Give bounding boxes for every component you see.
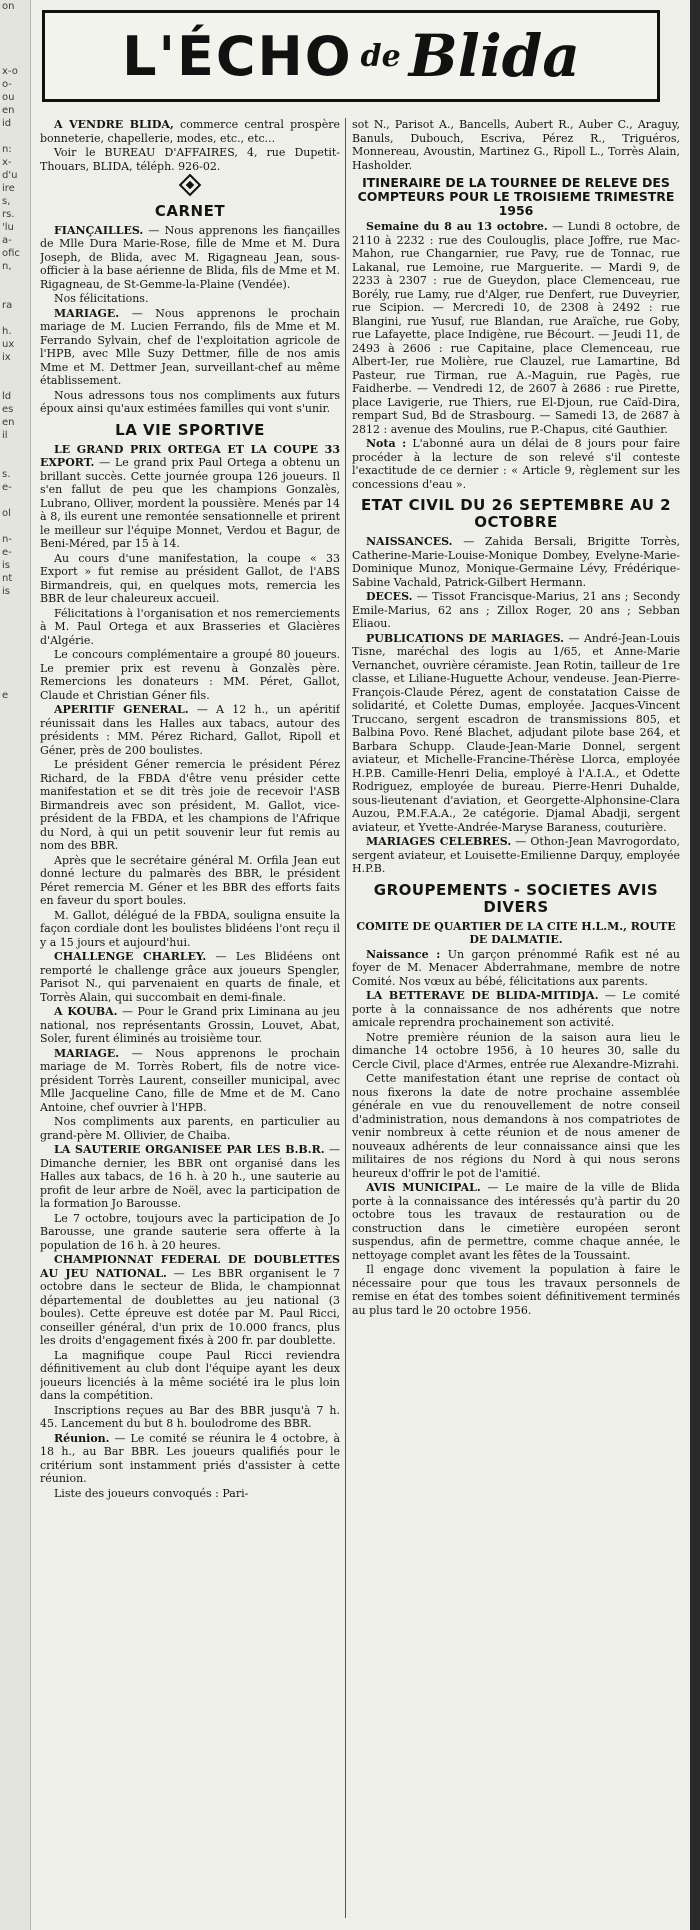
margin-fragment bbox=[0, 936, 30, 949]
margin-fragment: n: bbox=[2, 144, 12, 155]
kouba-paragraph bbox=[40, 1005, 340, 1046]
margin-fragment bbox=[0, 1131, 30, 1144]
margin-fragment: ol bbox=[2, 508, 11, 519]
margin-fragment: is bbox=[2, 586, 10, 597]
margin-fragment: on bbox=[2, 1, 15, 12]
margin-fragment bbox=[0, 1118, 30, 1131]
margin-fragment bbox=[0, 1001, 30, 1014]
margin-fragment bbox=[0, 1092, 30, 1105]
margin-fragment bbox=[0, 845, 30, 858]
margin-fragment bbox=[0, 1105, 30, 1118]
margin-fragment bbox=[0, 910, 30, 923]
margin-fragment bbox=[0, 1560, 30, 1573]
margin-fragment bbox=[0, 1235, 30, 1248]
masthead bbox=[42, 10, 660, 102]
betterave-text: — Le comité porte à la connaissance de nos adhérents que notre amicale reprendra prochainement son activité. bbox=[352, 989, 680, 1029]
margin-fragment: d'u bbox=[2, 170, 18, 181]
mariages-celebres-paragraph bbox=[352, 835, 680, 876]
margin-fragment bbox=[0, 1508, 30, 1521]
margin-fragment bbox=[0, 1170, 30, 1183]
challenge-lead: CHALLENGE CHARLEY. bbox=[54, 950, 207, 963]
margin-fragment bbox=[0, 1222, 30, 1235]
grand-prix-paragraph-3: Félicitations à l'organisation et nos remerciements à M. Paul Ortega et aux Brasseries et Glacières d'Algérie. bbox=[40, 606, 340, 647]
margin-fragment: e bbox=[2, 690, 9, 701]
nota-text: L'abonné aura un délai de 8 jours pour faire procéder à la lecture de son relevé s'il conteste l'exactitude de ce dernier : « Article 9, règlement sur les concessions d'eau ». bbox=[352, 437, 680, 491]
mariage-torres-text: — Nous apprenons le prochain mariage de M. Torrès Robert, fils de notre vice-président Torrès Laurent, conseiller municipal, avec Mlle Jacqueline Cano, fille de Mme et de M. Cano Antoine, chef ouvrier à l'HPB. bbox=[40, 1046, 340, 1114]
diamond-ornament-icon bbox=[40, 177, 340, 197]
margin-fragment bbox=[0, 637, 30, 650]
avis-municipal-paragraph-2: Il engage donc vivement la population à faire le nécessaire pour que tous les travaux personnels de remise en état des tombes soient définitivement terminés au plus tard le 20 octobre 1956. bbox=[352, 1263, 680, 1317]
avis-municipal-paragraph bbox=[352, 1181, 680, 1262]
nota-lead: Nota : bbox=[366, 437, 407, 450]
carnet-heading: CARNET bbox=[154, 201, 226, 220]
mariage-torres-lead: MARIAGE. bbox=[54, 1046, 120, 1060]
comite-paragraph bbox=[352, 948, 680, 989]
margin-fragment bbox=[0, 1664, 30, 1677]
margin-fragment: s, bbox=[2, 196, 11, 207]
mariage-text: — Nous apprenons le prochain mariage de M. Lucien Ferrando, fils de Mme et M. Ferrando Sylvain, chef de l'exploitation agricole de l'HPB, avec Mlle Suzy Dettmer, fille de nos amis Mme et M. Dettmer Jean, surveillant-chef au même établissement. bbox=[40, 306, 340, 387]
margin-fragment bbox=[0, 1287, 30, 1300]
sauterie-lead: LA SAUTERIE ORGANISEE PAR LES B.B.R. bbox=[54, 1143, 325, 1156]
margin-fragment bbox=[0, 650, 30, 663]
margin-fragment bbox=[0, 1586, 30, 1599]
margin-fragment bbox=[0, 1469, 30, 1482]
kouba-text: — Pour le Grand prix Liminana au jeu national, nos représentants Grossin, Louvet, Abat, Soler, furent éliminés au troisième tour. bbox=[40, 1005, 340, 1045]
margin-fragment bbox=[0, 273, 30, 286]
margin-fragment: ire bbox=[2, 183, 15, 194]
margin-fragment bbox=[0, 780, 30, 793]
margin-fragment: ix bbox=[2, 352, 11, 363]
margin-fragment bbox=[0, 1521, 30, 1534]
sport-heading: LA VIE SPORTIVE bbox=[115, 420, 265, 439]
felicitations-text: Nos félicitations. bbox=[54, 292, 149, 305]
margin-fragment bbox=[0, 1625, 30, 1638]
fiancailles-lead: FIANÇAILLES. bbox=[54, 223, 144, 237]
masthead-blida: Blida bbox=[408, 22, 580, 90]
column-right bbox=[352, 118, 680, 1918]
reunion-text: — Le comité se réunira le 4 octobre, à 18 h., au Bar BBR. Les joueurs qualifiés pour le critérium sont instamment priés d'assister à cette réunion. bbox=[40, 1431, 340, 1485]
margin-fragment bbox=[0, 312, 30, 325]
championnat-text: — Les BBR organisent le 7 octobre dans le secteur de Blida, le championnat départemental de doublettes au jeu national (3 boules). Cette épreuve est dotée par M. Paul Ricci, conseiller général, d'un prix de 10.000 francs, plus les droits d'engagement fixés à 200 fr. par doublette. bbox=[40, 1266, 340, 1347]
avis-municipal-lead: AVIS MUNICIPAL. bbox=[366, 1181, 481, 1194]
ad-paragraph-2: Voir le BUREAU D'AFFAIRES, 4, rue Dupetit-Thouars, BLIDA, téléph. 926-02. bbox=[40, 146, 340, 173]
margin-fragment bbox=[0, 1326, 30, 1339]
reunion-paragraph bbox=[40, 1432, 340, 1486]
margin-fragment bbox=[0, 1456, 30, 1469]
margin-fragment bbox=[0, 1404, 30, 1417]
championnat-paragraph-3: Inscriptions reçues au Bar des BBR jusqu'à 7 h. 45. Lancement du but 8 h. boulodrome des BBR. bbox=[40, 1403, 340, 1430]
margin-fragment: s. bbox=[2, 469, 11, 480]
margin-fragment: ou bbox=[2, 92, 15, 103]
mariages-celebres-lead: MARIAGES CELEBRES. bbox=[366, 835, 512, 848]
margin-fragment bbox=[0, 1690, 30, 1703]
margin-fragment bbox=[0, 1599, 30, 1612]
margin-fragment bbox=[0, 832, 30, 845]
mariage-lead: MARIAGE. bbox=[54, 306, 120, 320]
margin-fragment bbox=[0, 1079, 30, 1092]
mariage-paragraph bbox=[40, 307, 340, 388]
deces-lead: DECES. bbox=[366, 590, 413, 603]
mariage-torres-paragraph-2: Nos compliments aux parents, en particulier au grand-père M. Ollivier, de Chaiba. bbox=[40, 1115, 340, 1142]
margin-fragment bbox=[0, 377, 30, 390]
comite-lead: Naissance : bbox=[366, 947, 441, 961]
nota-paragraph bbox=[352, 437, 680, 491]
itineraire-paragraph bbox=[352, 220, 680, 436]
margin-fragment bbox=[0, 1144, 30, 1157]
margin-fragment bbox=[0, 1261, 30, 1274]
championnat-paragraph bbox=[40, 1253, 340, 1348]
margin-fragment bbox=[0, 1365, 30, 1378]
margin-fragment bbox=[0, 1378, 30, 1391]
margin-fragment bbox=[0, 715, 30, 728]
reunion-lead: Réunion. bbox=[54, 1431, 110, 1445]
margin-fragment: es bbox=[2, 404, 14, 415]
betterave-paragraph bbox=[352, 989, 680, 1030]
margin-fragment: x-o bbox=[2, 66, 18, 77]
betterave-paragraph-3: Cette manifestation étant une reprise de contact où nous fixerons la date de notre prochaine assemblée générale en vue du renouvellement de notre conseil d'administration, nous demandons à nos compatriotes de venir nombreux à cette réunion et de nous amener de nouveaux adhérents de leur connaissance ainsi que les militaires de nos régions du Nord à qui nous serons heureux d'offrir le pot de l'amitié. bbox=[352, 1072, 680, 1180]
ad-paragraph bbox=[40, 118, 340, 145]
margin-fragment bbox=[0, 1482, 30, 1495]
margin-fragment bbox=[0, 975, 30, 988]
mariage-paragraph-2: Nous adressons tous nos compliments aux futurs époux ainsi qu'aux estimées familles qui vont s'unir. bbox=[40, 388, 340, 415]
championnat-lead: CHAMPIONNAT FEDERAL DE DOUBLETTES AU JEU NATIONAL. bbox=[40, 1253, 340, 1280]
avis-municipal-text: — Le maire de la ville de Blida porte à la connaissance des intéressés qu'à partir du 20 octobre tous les travaux de restauration ou de construction dans le cimetière européen seront suspendus, afin de permettre, comme chaque année, le nettoyage complet avant les fêtes de la Toussaint. bbox=[352, 1181, 680, 1262]
grand-prix-paragraph-2: Au cours d'une manifestation, la coupe « 33 Export » fut remise au président Gallot, de l'ABS Birmandreis, qui, en quelques mots, remercia les BBR de leur chaleureux accueil. bbox=[40, 551, 340, 605]
grand-prix-lead: LE GRAND PRIX ORTEGA ET LA COUPE 33 EXPORT. bbox=[40, 442, 340, 469]
margin-fragment bbox=[0, 1495, 30, 1508]
margin-fragment: o- bbox=[2, 79, 12, 90]
margin-fragment bbox=[0, 624, 30, 637]
margin-fragment: x- bbox=[2, 157, 12, 168]
deces-paragraph bbox=[352, 590, 680, 631]
margin-fragment bbox=[0, 1248, 30, 1261]
margin-fragment bbox=[0, 1703, 30, 1716]
margin-fragment: en bbox=[2, 417, 15, 428]
aperitif-lead: APERITIF GENERAL. bbox=[54, 703, 189, 716]
challenge-paragraph bbox=[40, 950, 340, 1004]
margin-fragment bbox=[0, 1339, 30, 1352]
margin-fragment bbox=[0, 741, 30, 754]
margin-fragment bbox=[0, 1768, 30, 1781]
margin-fragment bbox=[0, 819, 30, 832]
margin-fragment bbox=[0, 676, 30, 689]
margin-fragment: n, bbox=[2, 261, 12, 272]
betterave-paragraph-2: Notre première réunion de la saison aura lieu le dimanche 14 octobre 1956, à 10 heures 30, salle du Cercle Civil, place d'Armes, entrée rue Alexandre-Mizrahi. bbox=[352, 1030, 680, 1071]
margin-fragment bbox=[0, 13, 30, 26]
reunion-paragraph-2: Liste des joueurs convoqués : Pari- bbox=[54, 1486, 249, 1500]
margin-fragment bbox=[0, 1391, 30, 1404]
sauterie-paragraph-2: Le 7 octobre, toujours avec la participation de Jo Barousse, une grande sauterie sera offerte à la population de 16 h. à 20 heures. bbox=[40, 1211, 340, 1252]
margin-fragment bbox=[0, 1742, 30, 1755]
margin-fragment bbox=[0, 663, 30, 676]
grand-prix-paragraph-4: Le concours complémentaire a groupé 80 joueurs. Le premier prix est revenu à Gonzalès père. Remercions les donateurs : MM. Péret, Gallot, Claude et Christian Géner fils. bbox=[40, 648, 340, 702]
margin-fragment bbox=[0, 1729, 30, 1742]
publications-paragraph bbox=[352, 632, 680, 835]
margin-fragment bbox=[0, 793, 30, 806]
margin-fragment bbox=[0, 1183, 30, 1196]
deces-text: — Tissot Francisque-Marius, 21 ans ; Secondy Emile-Marius, 62 ans ; Zillox Roger, 20 ans ; Sebban Eliaou. bbox=[352, 590, 680, 630]
margin-fragment bbox=[0, 520, 30, 533]
margin-fragment bbox=[0, 728, 30, 741]
margin-fragment bbox=[0, 286, 30, 299]
kouba-lead: A KOUBA. bbox=[54, 1005, 118, 1018]
margin-fragment bbox=[0, 858, 30, 871]
margin-fragment bbox=[0, 1313, 30, 1326]
margin-fragment: 'lu bbox=[2, 222, 14, 233]
margin-fragment bbox=[0, 26, 30, 39]
margin-fragment bbox=[0, 130, 30, 143]
aperitif-paragraph-2: Le président Géner remercia le président Pérez Richard, de la FBDA d'être venu présider cette manifestation et se dit très joie de recevoir l'ASB Birmandreis avec son président, M. Gallot, vice-président de la FBDA, et les champions de l'Afrique du Nord, à qui un petit souvenir leur fut remis au nom des BBR. bbox=[40, 758, 340, 852]
margin-fragment bbox=[0, 1352, 30, 1365]
margin-fragment bbox=[0, 754, 30, 767]
challenge-text: — Les Blidéens ont remporté le challenge grâce aux joueurs Spengler, Parisot N., qui parvenaient en quarts de finale, et Torrès Alain, qui succombait en demi-finale. bbox=[40, 950, 340, 1004]
margin-fragment bbox=[0, 1781, 30, 1794]
margin-fragment bbox=[0, 702, 30, 715]
margin-fragment bbox=[0, 871, 30, 884]
sauterie-text: — Dimanche dernier, les BBR ont organisé dans les Halles aux tabacs, de 16 h. à 20 h., une sauterie au profit de leur arbre de Noël, avec la participation de la formation Jo Barousse. bbox=[40, 1143, 340, 1210]
margin-fragment bbox=[0, 1014, 30, 1027]
margin-fragment bbox=[0, 442, 30, 455]
ad-lead: A VENDRE BLIDA, bbox=[54, 118, 174, 131]
margin-fragment: n- bbox=[2, 534, 12, 545]
publications-lead: PUBLICATIONS DE MARIAGES. bbox=[366, 631, 564, 645]
margin-fragment: e- bbox=[2, 547, 12, 558]
margin-fragment bbox=[0, 1053, 30, 1066]
margin-fragment bbox=[0, 39, 30, 52]
masthead-de: de bbox=[360, 38, 401, 74]
margin-fragment bbox=[0, 1755, 30, 1768]
championnat-paragraph-2: La magnifique coupe Paul Ricci reviendra définitivement au club dont l'équipe ayant les deux joueurs licenciés à la même société ira le plus loin dans la compétition. bbox=[40, 1348, 340, 1402]
masthead-echo: L'ÉCHO bbox=[122, 24, 353, 88]
column-left bbox=[40, 118, 340, 1918]
margin-fragment: en bbox=[2, 105, 15, 116]
aperitif-text: — A 12 h., un apéritif réunissait dans les Halles aux tabacs, autour des présidents : MM. Pérez Richard, Gallot, Ripoll et Géner, près de 200 boulistes. bbox=[40, 703, 340, 757]
margin-fragment bbox=[0, 949, 30, 962]
margin-fragment bbox=[0, 1040, 30, 1053]
mariages-celebres-text: — Othon-Jean Mavrogordato, sergent aviateur, et Louisette-Emilienne Darquy, employée H.P.B. bbox=[352, 835, 680, 875]
margin-fragment: ra bbox=[2, 300, 13, 311]
ad-text: commerce central prospère bonneterie, chapellerie, modes, etc., etc... bbox=[40, 118, 340, 145]
margin-fragment bbox=[0, 1157, 30, 1170]
margin-fragment: ofic bbox=[2, 248, 20, 259]
margin-fragment bbox=[0, 1196, 30, 1209]
margin-fragment: is bbox=[2, 560, 10, 571]
margin-fragment: rs. bbox=[2, 209, 15, 220]
margin-fragment bbox=[0, 1677, 30, 1690]
naissances-text: — Zahida Bersali, Brigitte Torrès, Catherine-Marie-Louise-Monique Dombey, Evelyne-Marie-Dominique Munoz, Monique-Germaine Lévy, Frédérique-Sabine Vachald, Patrick-Gilbert Hermann. bbox=[352, 535, 680, 589]
margin-fragment: a- bbox=[2, 235, 12, 246]
margin-fragment: ux bbox=[2, 339, 15, 350]
margin-fragment bbox=[0, 1274, 30, 1287]
comite-heading: COMITE DE QUARTIER DE LA CITE H.L.M., ROUTE DE DALMATIE. bbox=[356, 919, 676, 946]
margin-fragment: e- bbox=[2, 482, 12, 493]
margin-fragment: il bbox=[2, 430, 8, 441]
groupements-heading: GROUPEMENTS - SOCIETES AVIS DIVERS bbox=[373, 880, 659, 916]
etat-civil-heading: ETAT CIVIL DU 26 SEPTEMBRE AU 2 OCTOBRE bbox=[360, 496, 672, 531]
grand-prix-paragraph bbox=[40, 443, 340, 551]
mariage-torres-paragraph bbox=[40, 1047, 340, 1115]
margin-fragment bbox=[0, 1612, 30, 1625]
betterave-lead: LA BETTERAVE DE BLIDA-MITIDJA. bbox=[366, 989, 599, 1002]
margin-fragment bbox=[0, 1638, 30, 1651]
margin-fragment bbox=[0, 1547, 30, 1560]
margin-fragment bbox=[0, 1794, 30, 1807]
margin-fragment: nt bbox=[2, 573, 13, 584]
sauterie-paragraph bbox=[40, 1143, 340, 1211]
fiancailles-text: — Nous apprenons les fiançailles de Mlle Dura Marie-Rose, fille de Mme et M. Dura Joseph, de Blida, avec M. Rigagneau Jean, sous-officier à la base aérienne de Blida, fils de Mme et M. Rigagneau, de St-Gemme-la-Plaine (Vendée). bbox=[40, 223, 340, 291]
aperitif-paragraph bbox=[40, 703, 340, 757]
margin-fragment bbox=[0, 923, 30, 936]
margin-fragment bbox=[0, 1573, 30, 1586]
margin-fragment bbox=[0, 962, 30, 975]
margin-fragment bbox=[0, 598, 30, 611]
grand-prix-text: — Le grand prix Paul Ortega a obtenu un brillant succès. Cette journée groupa 126 joueurs. Il s'en fallut de peu que les champions Gonzalès, Lubrano, Olliver, mordent la poussière. Menés par 14 à 8, ils eurent une remontée sensationnelle et prirent le meilleur sur l'équipe Monnet, Verdou et Bagur, de Beni-Méred, par 15 à 14. bbox=[40, 456, 340, 550]
margin-fragment bbox=[0, 1417, 30, 1430]
margin-fragment bbox=[0, 364, 30, 377]
continuation-paragraph: sot N., Parisot A., Bancells, Aubert R., Auber C., Araguy, Banuls, Dubouch, Escriva, Pérez R., Triguéros, Monnereau, Avoustin, Martinez G., Ripoll L., Torrès Alain, Hasholder. bbox=[352, 118, 680, 172]
itineraire-text: — Lundi 8 octobre, de 2110 à 2232 : rue des Coulouglis, place Joffre, rue Mac-Mahon, rue Changarnier, rue Pavy, rue de Tonnac, rue Lakanal, rue Lemoine, rue Marguerite. — Mardi 9, de 2233 à 2307 : rue de Gueydon, place Clemenceau, rue Borély, rue Lamy, rue d'Alger, rue Denfert, rue Duveyrier, rue Scipion. — Mercredi 10, de 2308 à 2492 : rue Blangini, rue Yusuf, rue Blandan, rue Araïche, rue Goby, rue Lafayette, place Indigène, rue Bécourt. — Jeudi 11, de 2493 à 2606 : rue Capitaine, place Clemenceau, rue Albert-Ier, rue Molière, rue Clauzel, rue Lamartine, Bd Pasteur, rue Tirman, rue A.-Maguin, rue Pagès, rue Faidherbe. — Vendredi 12, de 2607 à 2686 : rue Pirette, place Lavigerie, rue Thiers, rue El-Djoun, rue Caïd-Dira, rempart Sud, Bd de Strasbourg. — Samedi 13, de 2687 à 2812 : avenue des Moulins, rue P.-Chapus, cité Gauthier. bbox=[352, 220, 680, 436]
left-margin-strip bbox=[0, 0, 31, 1930]
margin-fragment bbox=[0, 1027, 30, 1040]
right-page-edge bbox=[690, 0, 700, 1930]
margin-fragment bbox=[0, 494, 30, 507]
margin-fragment: h. bbox=[2, 326, 12, 337]
aperitif-paragraph-4: M. Gallot, délégué de la FBDA, souligna ensuite la façon cordiale dont les boulistes blidéens l'ont reçu il y a 15 jours et aujourd'hui. bbox=[40, 908, 340, 949]
margin-fragment bbox=[0, 806, 30, 819]
margin-fragment bbox=[0, 52, 30, 65]
margin-fragment bbox=[0, 884, 30, 897]
margin-fragment bbox=[0, 1300, 30, 1313]
margin-fragment: ld bbox=[2, 391, 12, 402]
margin-fragment bbox=[0, 767, 30, 780]
margin-fragment bbox=[0, 1443, 30, 1456]
aperitif-paragraph-3: Après que le secrétaire général M. Orfila Jean eut donné lecture du palmarès des BBR, le président Péret remercia M. Géner et les BBR des efforts faits en faveur du sport boules. bbox=[40, 853, 340, 907]
margin-fragment bbox=[0, 455, 30, 468]
margin-fragment bbox=[0, 1209, 30, 1222]
margin-fragment bbox=[0, 1716, 30, 1729]
comite-text: Un garçon prénommé Rafik est né au foyer de M. Menacer Abderrahmane, membre de notre Comité. Nos vœux au bébé, félicitations aux parents. bbox=[352, 947, 680, 988]
margin-fragment bbox=[0, 611, 30, 624]
margin-fragment bbox=[0, 1066, 30, 1079]
naissances-lead: NAISSANCES. bbox=[366, 535, 453, 548]
publications-text: — André-Jean-Louis Tisne, maréchal des logis au 1/65, et Anne-Marie Vernanchet, ouvrière céramiste. Jean Rotin, tailleur de 1re classe, et Liliane-Huguette Achour, vendeuse. Jean-Pierre-François-Claude Pérez, agent de constatation Caisse de solidarité, et Colette Dumas, employée. Jacques-Vincent Truccano, sergent escadron de transmissions 805, et Balbina Povo. René Blachet, adjudant pilote base 264, et Barbara Schupp. Claude-Jean-Marie Donnel, sergent aviateur, et Michelle-Francine-Thérèse Llorca, employée H.P.B. Camille-Henri Delia, employé à l'A.I.A., et Odette Rodriguez, employée de bureau. Pierre-Henri Duhalde, sous-lieutenant d'aviation, et Georgette-Alphonsine-Clara Auzou, P.M.F.A.A., 2e catégorie. Djamal Abadji, sergent aviateur, et Yvette-Andrée-Maryse Baraness, couturière. bbox=[352, 631, 680, 834]
naissances-paragraph bbox=[352, 535, 680, 589]
margin-fragment: id bbox=[2, 118, 12, 129]
margin-fragment bbox=[0, 988, 30, 1001]
margin-fragment bbox=[0, 897, 30, 910]
margin-fragment bbox=[0, 1651, 30, 1664]
itineraire-lead: Semaine du 8 au 13 octobre. bbox=[366, 220, 548, 233]
column-divider bbox=[345, 118, 346, 1918]
itineraire-heading: ITINERAIRE DE LA TOURNEE DE RELEVE DES COMPTEURS POUR LE TROISIEME TRIMESTRE 1956 bbox=[357, 175, 675, 218]
fiancailles-paragraph bbox=[40, 224, 340, 292]
margin-fragment bbox=[0, 1430, 30, 1443]
margin-fragment bbox=[0, 1534, 30, 1547]
